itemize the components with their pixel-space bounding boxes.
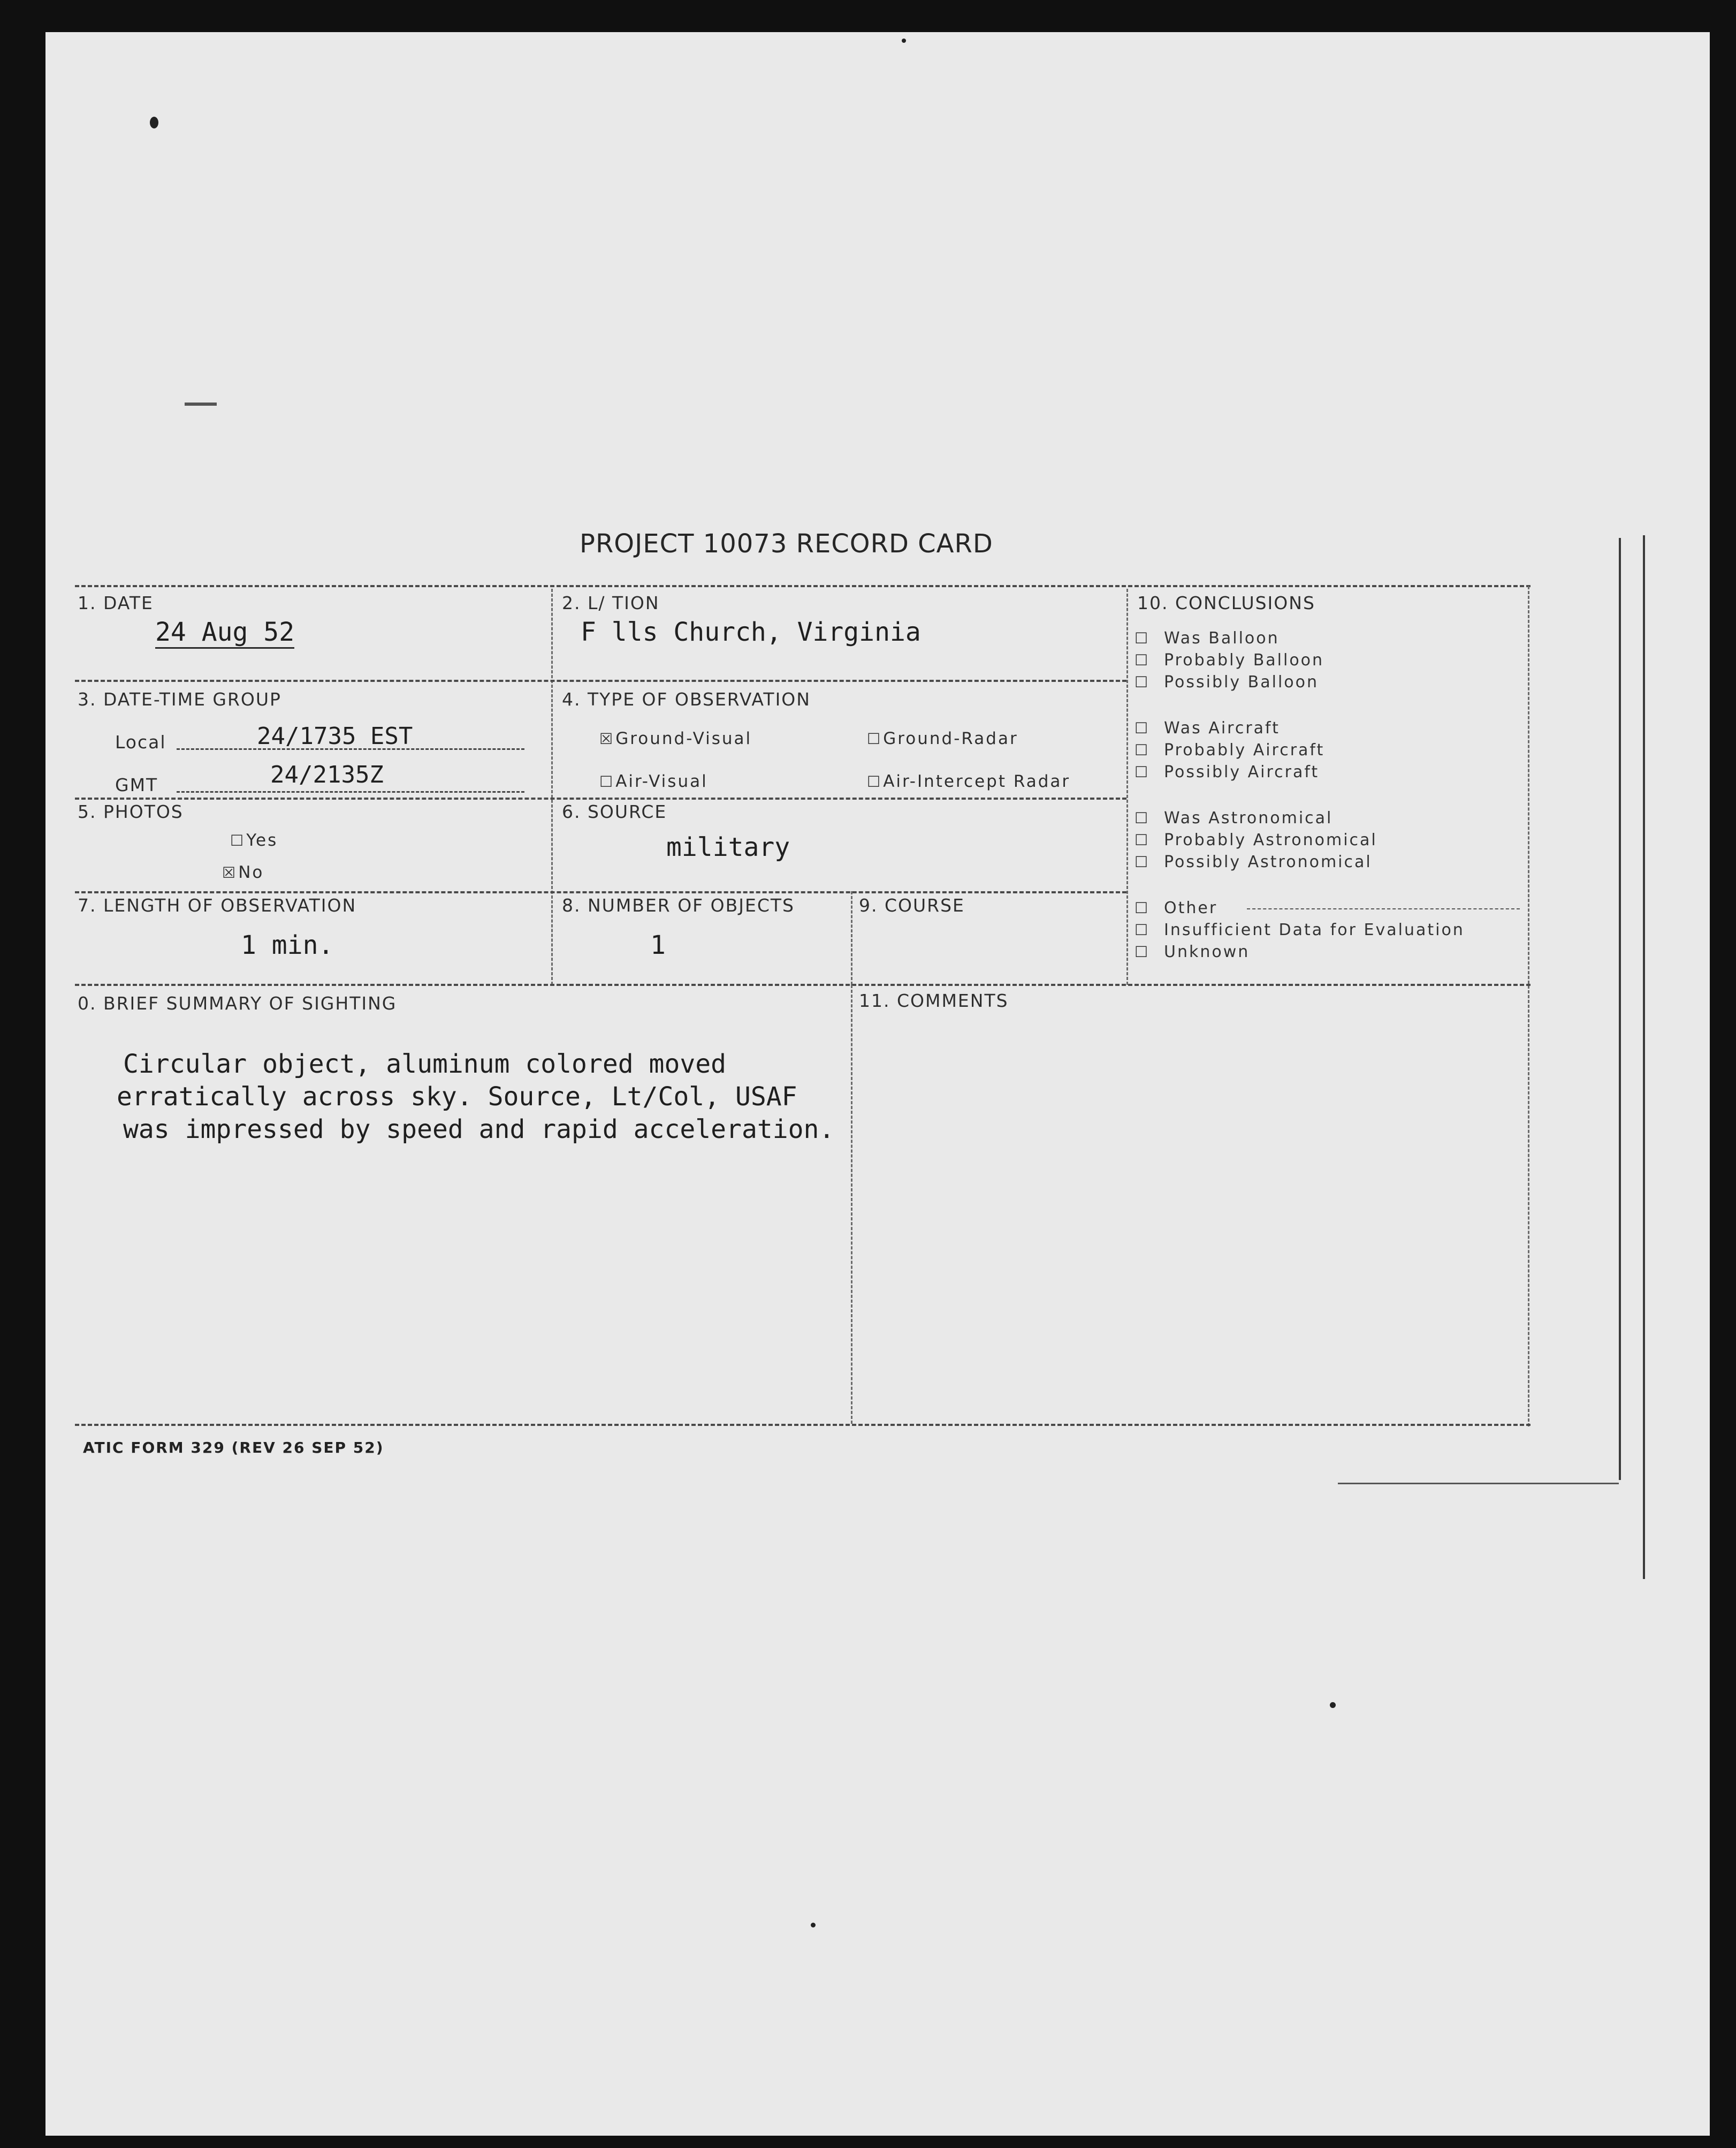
card-edge-right — [1619, 538, 1621, 1480]
summary-line-3: was impressed by speed and rapid acceleration. — [123, 1114, 835, 1144]
film-edge-right — [1643, 535, 1645, 1579]
checkbox-empty-icon: ☐ — [1135, 809, 1148, 827]
film-speck — [811, 1923, 816, 1927]
summary-line-1: Circular object, aluminum colored moved — [123, 1049, 727, 1079]
source-label: 6. SOURCE — [562, 801, 667, 822]
obs-option-air-visual: ☐ Air-Visual — [599, 772, 708, 791]
local-time-value: 24/1735 EST — [257, 723, 413, 750]
summary-label: 0. BRIEF SUMMARY OF SIGHTING — [78, 993, 397, 1014]
length-of-observation-value: 1 min. — [241, 930, 334, 960]
divider-col-2 — [1126, 589, 1128, 985]
conclusion-insufficient-data: ☐ Insufficient Data for Evaluation — [1135, 921, 1465, 939]
comments-label: 11. COMMENTS — [859, 990, 1009, 1011]
checkbox-empty-icon: ☐ — [599, 773, 613, 791]
film-speck — [902, 39, 906, 43]
checkbox-empty-icon: ☐ — [230, 832, 244, 849]
location-label: 2. L/ TION — [562, 593, 660, 613]
photos-label: 5. PHOTOS — [78, 801, 184, 822]
frame-bottom-line — [75, 1424, 1531, 1426]
conclusion-probably-balloon: ☐ Probably Balloon — [1135, 651, 1324, 670]
divider-comments — [851, 985, 852, 1424]
film-scratch — [185, 403, 217, 406]
divider-course — [851, 891, 852, 985]
obs-option-air-intercept-radar: ☐ Air-Intercept Radar — [867, 772, 1071, 791]
date-label: 1. DATE — [78, 593, 154, 613]
checkbox-empty-icon: ☐ — [1135, 853, 1148, 871]
checkbox-empty-icon: ☐ — [867, 773, 881, 791]
other-fill-line — [1247, 908, 1520, 909]
divider-col-1 — [551, 589, 553, 985]
obs-option-ground-radar: ☐ Ground-Radar — [867, 729, 1018, 748]
conclusion-was-balloon: ☐ Was Balloon — [1135, 629, 1280, 648]
location-value: F lls Church, Virginia — [581, 617, 921, 647]
frame-top-line — [75, 585, 1531, 587]
film-speck — [150, 117, 158, 128]
conclusion-other: ☐ Other — [1135, 899, 1218, 917]
form-number: ATIC FORM 329 (REV 26 SEP 52) — [83, 1439, 384, 1456]
checkbox-empty-icon: ☐ — [1135, 629, 1148, 647]
photos-option-no: ☒ No — [222, 863, 264, 882]
conclusion-possibly-aircraft: ☐ Possibly Aircraft — [1135, 763, 1320, 781]
card-title: PROJECT 10073 RECORD CARD — [580, 529, 993, 559]
card-edge-bottom — [1338, 1483, 1619, 1484]
conclusion-possibly-balloon: ☐ Possibly Balloon — [1135, 673, 1319, 692]
photos-option-yes: ☐ Yes — [230, 831, 278, 850]
summary-text — [117, 1048, 835, 1146]
checkbox-empty-icon: ☐ — [1135, 831, 1148, 849]
row-line-2 — [75, 798, 1126, 800]
checkbox-empty-icon: ☐ — [1135, 719, 1148, 737]
conclusion-probably-aircraft: ☐ Probably Aircraft — [1135, 741, 1325, 760]
checkbox-empty-icon: ☐ — [1135, 899, 1148, 917]
checkbox-empty-icon: ☐ — [1135, 673, 1148, 691]
gmt-value: 24/2135Z — [270, 761, 384, 788]
type-of-observation-label: 4. TYPE OF OBSERVATION — [562, 689, 811, 710]
checkbox-checked-icon: ☒ — [599, 730, 613, 748]
checkbox-empty-icon: ☐ — [1135, 943, 1148, 961]
length-of-observation-label: 7. LENGTH OF OBSERVATION — [78, 895, 357, 916]
conclusion-unknown: ☐ Unknown — [1135, 943, 1250, 961]
row-line-4 — [75, 984, 1531, 986]
conclusion-probably-astronomical: ☐ Probably Astronomical — [1135, 831, 1377, 849]
conclusions-group-astronomical — [1135, 809, 1465, 875]
source-value: military — [666, 832, 790, 862]
number-of-objects-label: 8. NUMBER OF OBJECTS — [562, 895, 795, 916]
conclusion-was-astronomical: ☐ Was Astronomical — [1135, 809, 1333, 828]
checkbox-empty-icon: ☐ — [1135, 651, 1148, 669]
course-label: 9. COURSE — [859, 895, 965, 916]
row-line-3 — [75, 891, 1126, 893]
film-speck — [1330, 1702, 1336, 1708]
obs-option-ground-visual: ☒ Ground-Visual — [599, 729, 752, 748]
local-time-label: Local — [115, 732, 166, 753]
date-time-group-label: 3. DATE-TIME GROUP — [78, 689, 281, 710]
row-line-1 — [75, 680, 1126, 682]
checkbox-empty-icon: ☐ — [1135, 741, 1148, 759]
checkbox-empty-icon: ☐ — [1135, 763, 1148, 781]
frame-right-line — [1528, 586, 1529, 1426]
checkbox-empty-icon: ☐ — [1135, 921, 1148, 939]
conclusions-group-aircraft — [1135, 719, 1465, 785]
conclusion-was-aircraft: ☐ Was Aircraft — [1135, 719, 1280, 738]
checkbox-checked-icon: ☒ — [222, 864, 236, 882]
number-of-objects-value: 1 — [650, 930, 666, 960]
date-value: 24 Aug 52 — [155, 617, 294, 649]
conclusions-group-balloon — [1135, 629, 1465, 695]
gmt-label: GMT — [115, 775, 158, 795]
conclusions-label: 10. CONCLUSIONS — [1137, 593, 1315, 613]
checkbox-empty-icon: ☐ — [867, 730, 881, 748]
gmt-line — [177, 791, 524, 793]
conclusions-list — [1135, 629, 1465, 965]
conclusion-possibly-astronomical: ☐ Possibly Astronomical — [1135, 853, 1372, 871]
summary-line-2: erratically across sky. Source, Lt/Col, USAF — [117, 1082, 797, 1112]
